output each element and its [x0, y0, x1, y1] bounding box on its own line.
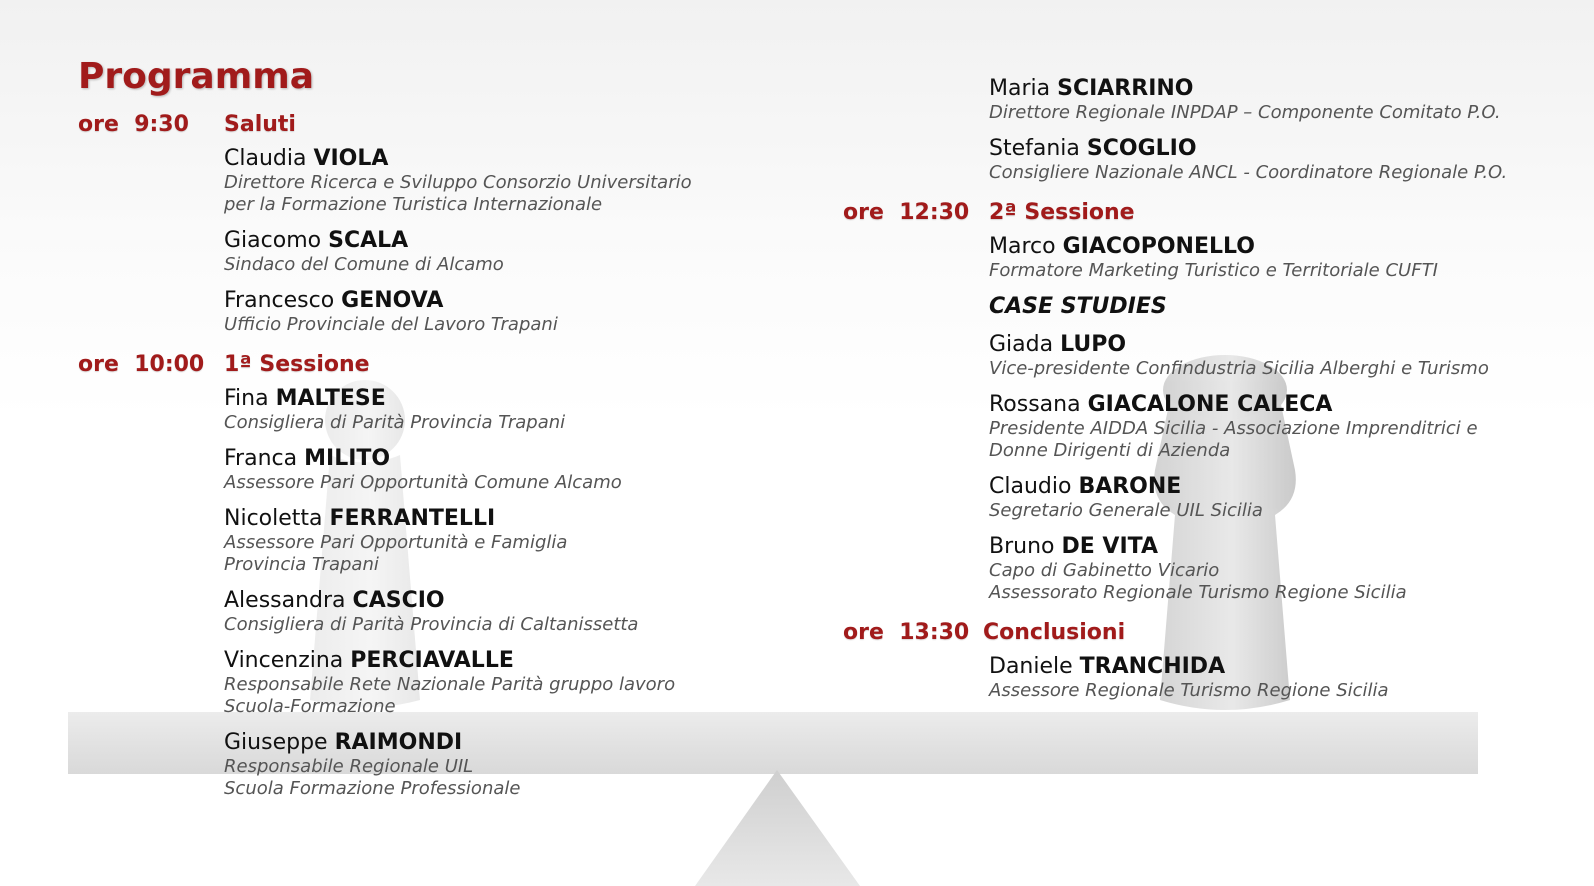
case-studies-heading-wrap	[989, 294, 1543, 320]
session-time: ore 12:30	[843, 200, 970, 225]
speaker-name: Fina MALTESE	[224, 386, 386, 411]
speaker-entry	[989, 76, 1543, 124]
program-right-column	[843, 76, 1543, 714]
speaker-entry	[224, 146, 778, 216]
speaker-name: Vincenzina PERCIAVALLE	[224, 648, 514, 673]
speaker-entry	[224, 386, 778, 434]
speaker-role: Capo di Gabinetto Vicario Assessorato Regionale Turismo Regione Sicilia	[989, 560, 1407, 603]
speaker-name: Bruno DE VITA	[989, 534, 1158, 559]
speaker-entry	[989, 332, 1543, 380]
speaker-role: Responsabile Regionale UIL Scuola Formazione Professionale	[224, 756, 521, 799]
speaker-entry	[989, 392, 1543, 462]
speaker-role: Assessore Pari Opportunità Comune Alcamo	[224, 472, 622, 493]
speaker-role: Presidente AIDDA Sicilia - Associazione Imprenditrici e Donne Dirigenti di Azienda	[989, 418, 1478, 461]
speaker-role: Formatore Marketing Turistico e Territoriale CUFTI	[989, 260, 1438, 281]
speaker-role: Assessore Regionale Turismo Regione Sicilia	[989, 680, 1389, 701]
speaker-entry	[989, 136, 1543, 184]
speaker-name: Marco GIACOPONELLO	[989, 234, 1255, 259]
session-time: ore 13:30	[843, 620, 970, 645]
speaker-name: Franca MILITO	[224, 446, 391, 471]
speaker-name: Alessandra CASCIO	[224, 588, 445, 613]
session-name: Saluti	[224, 112, 296, 137]
speaker-role: Responsabile Rete Nazionale Parità gruppo lavoro Scuola-Formazione	[224, 674, 676, 717]
session-name: 2ª Sessione	[989, 200, 1135, 225]
session-header-2a-sessione	[843, 200, 1543, 228]
speaker-entry	[224, 288, 778, 336]
speaker-role: Assessore Pari Opportunità e Famiglia Provincia Trapani	[224, 532, 568, 575]
session-header-conclusioni	[843, 620, 1543, 648]
speaker-name: Maria SCIARRINO	[989, 76, 1194, 101]
speaker-entry	[989, 534, 1543, 604]
session-time: ore 10:00	[78, 352, 205, 377]
speaker-role: Consigliera di Parità Provincia Trapani	[224, 412, 566, 433]
page-title: Programma	[78, 56, 315, 97]
session-header-1a-sessione	[78, 352, 778, 380]
speaker-entry	[989, 234, 1543, 282]
speaker-entry	[224, 730, 778, 800]
speaker-entry	[224, 648, 778, 718]
speaker-entry	[989, 474, 1543, 522]
speaker-role: Vice-presidente Confindustria Sicilia Alberghi e Turismo	[989, 358, 1489, 379]
session-name: 1ª Sessione	[224, 352, 370, 377]
speaker-entry	[224, 588, 778, 636]
session-header-saluti	[78, 112, 778, 140]
speaker-entry	[224, 446, 778, 494]
speaker-name: Daniele TRANCHIDA	[989, 654, 1226, 679]
speaker-entry	[224, 228, 778, 276]
speaker-name: Giuseppe RAIMONDI	[224, 730, 463, 755]
speaker-name: Giada LUPO	[989, 332, 1127, 357]
speaker-entry	[224, 506, 778, 576]
session-time: ore 9:30	[78, 112, 189, 137]
speaker-name: Nicoletta FERRANTELLI	[224, 506, 496, 531]
speaker-role: Direttore Ricerca e Sviluppo Consorzio Universitario per la Formazione Turistica Internazionale	[224, 172, 692, 215]
speaker-entry	[989, 654, 1543, 702]
case-studies-heading: CASE STUDIES	[989, 294, 1167, 319]
speaker-role: Consigliere Nazionale ANCL - Coordinatore Regionale P.O.	[989, 162, 1508, 183]
speaker-role: Segretario Generale UIL Sicilia	[989, 500, 1263, 521]
session-name: Conclusioni	[983, 620, 1126, 645]
speaker-name: Giacomo SCALA	[224, 228, 409, 253]
speaker-role: Ufficio Provinciale del Lavoro Trapani	[224, 314, 558, 335]
speaker-name: Rossana GIACALONE CALECA	[989, 392, 1333, 417]
speaker-role: Direttore Regionale INPDAP – Componente Comitato P.O.	[989, 102, 1501, 123]
speaker-name: Stefania SCOGLIO	[989, 136, 1197, 161]
speaker-role: Sindaco del Comune di Alcamo	[224, 254, 504, 275]
speaker-name: Claudio BARONE	[989, 474, 1182, 499]
program-left-column	[78, 112, 778, 812]
speaker-role: Consigliera di Parità Provincia di Caltanissetta	[224, 614, 639, 635]
speaker-name: Francesco GENOVA	[224, 288, 444, 313]
speaker-name: Claudia VIOLA	[224, 146, 389, 171]
